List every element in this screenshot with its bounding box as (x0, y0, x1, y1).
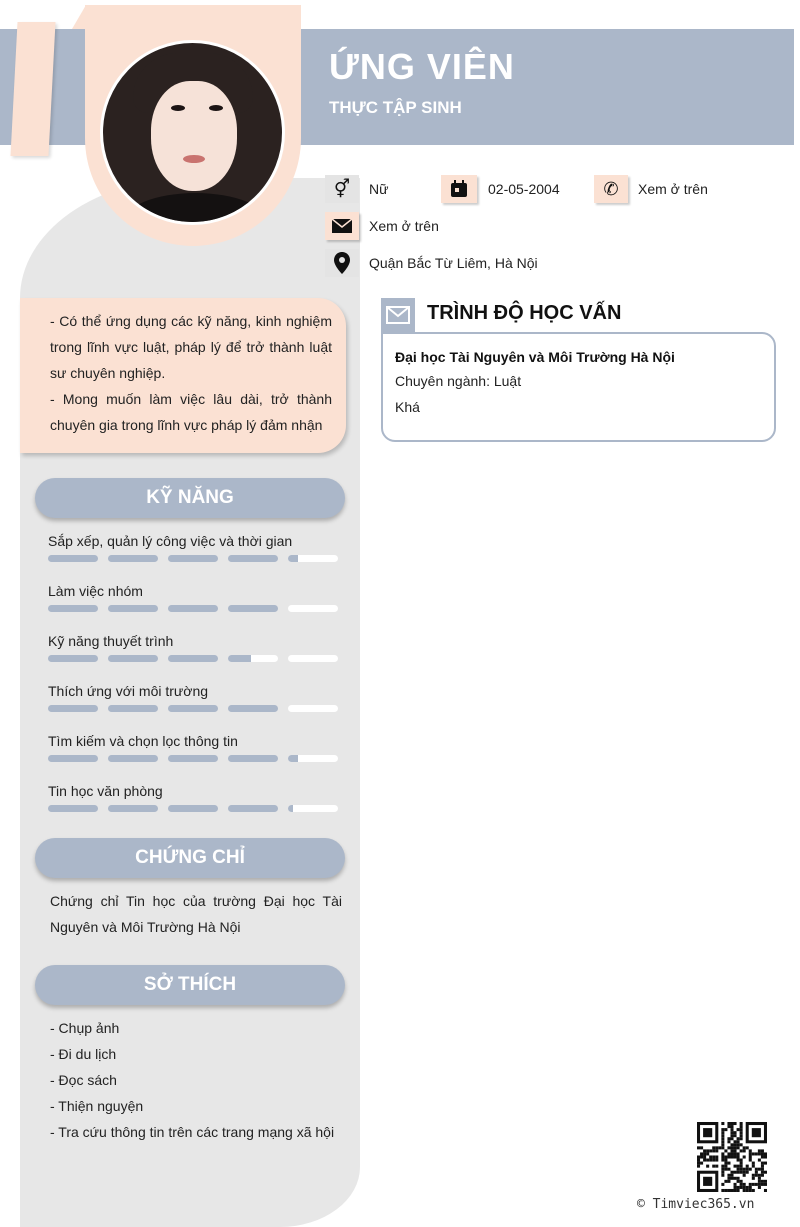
major: Chuyên ngành: Luật (395, 373, 522, 389)
objective-line: - Mong muốn làm việc lâu dài, trở thành chuyên gia trong lĩnh vực pháp lý đảm nhận (50, 391, 332, 433)
objective-line: - Có thể ứng dụng các kỹ năng, kinh nghiệm trong lĩnh vực luật, pháp lý để trở thành luật sư chuyên nghiệp. (50, 313, 332, 381)
phone-icon: ✆ (594, 175, 628, 203)
skill-bar (48, 755, 338, 762)
birthday-value: 02-05-2004 (488, 181, 560, 197)
hobbies-heading: SỞ THÍCH (35, 965, 345, 1005)
skill-bar-segment (288, 705, 338, 712)
skill-bar-segment (288, 755, 338, 762)
skill-name: Thích ứng với môi trường (48, 683, 209, 699)
skill-bar (48, 605, 338, 612)
skill-bar-segment (108, 805, 158, 812)
skill-bar-segment (228, 805, 278, 812)
skill-name: Sắp xếp, quản lý công việc và thời gian (48, 533, 293, 549)
skill-bar-segment (168, 555, 218, 562)
career-objective (20, 298, 346, 453)
skill-name: Kỹ năng thuyết trình (48, 633, 174, 649)
skill-bar-segment (108, 705, 158, 712)
gender-value: Nữ (369, 181, 389, 197)
skill-bar (48, 555, 338, 562)
certificate-text: Chứng chỉ Tin học của trường Đại học Tài Nguyên và Môi Trường Hà Nội (50, 893, 342, 935)
education-heading: TRÌNH ĐỘ HỌC VẤN (427, 302, 622, 324)
skill-bar-segment (48, 605, 98, 612)
skill-bar-segment (108, 755, 158, 762)
skill-bar-segment (48, 555, 98, 562)
hobby-item: - Đọc sách (50, 1072, 117, 1088)
skill-bar-segment (48, 655, 98, 662)
certificates-heading: CHỨNG CHỈ (35, 838, 345, 878)
candidate-name: ỨNG VIÊN (329, 46, 515, 87)
skill-bar (48, 705, 338, 712)
location-icon (325, 249, 359, 277)
calendar-icon (441, 175, 477, 203)
decorative-bar (10, 22, 55, 156)
address-value: Quận Bắc Từ Liêm, Hà Nội (369, 255, 538, 271)
email-value: Xem ở trên (369, 218, 439, 234)
skill-bar (48, 805, 338, 812)
hobby-item: - Thiện nguyện (50, 1098, 144, 1114)
hobby-item: - Đi du lịch (50, 1046, 117, 1062)
skill-bar-segment (228, 605, 278, 612)
skill-bar-segment (48, 755, 98, 762)
gender-icon: ⚥ (325, 175, 359, 203)
skill-bar-segment (48, 705, 98, 712)
skill-name: Tìm kiếm và chọn lọc thông tin (48, 733, 238, 749)
grade: Khá (395, 399, 420, 415)
skills-heading: KỸ NĂNG (35, 478, 345, 518)
skill-bar-segment (288, 605, 338, 612)
hobby-item: - Tra cứu thông tin trên các trang mạng xã hội (50, 1124, 335, 1140)
skill-bar-segment (228, 655, 278, 662)
job-title: THỰC TẬP SINH (329, 98, 462, 117)
footer-brand: © Timviec365.vn (637, 1197, 755, 1212)
avatar (100, 40, 285, 225)
skill-bar-segment (228, 555, 278, 562)
skill-bar-segment (48, 805, 98, 812)
skill-bar-segment (108, 605, 158, 612)
skill-bar-segment (168, 705, 218, 712)
skill-name: Làm việc nhóm (48, 583, 143, 599)
skill-bar (48, 655, 338, 662)
skill-bar-segment (168, 805, 218, 812)
skill-bar-segment (288, 655, 338, 662)
education-box (381, 332, 776, 442)
skill-name: Tin học văn phòng (48, 783, 163, 799)
phone-value: Xem ở trên (638, 181, 708, 197)
decorative-triangle (72, 5, 86, 29)
skill-bar-segment (168, 755, 218, 762)
education-icon (381, 298, 415, 332)
school-name: Đại học Tài Nguyên và Môi Trường Hà Nội (395, 349, 675, 365)
skill-bar-segment (168, 605, 218, 612)
qr-code-icon (697, 1122, 767, 1192)
skill-bar-segment (168, 655, 218, 662)
skill-bar-segment (288, 555, 338, 562)
skill-bar-segment (108, 655, 158, 662)
hobby-item: - Chụp ảnh (50, 1020, 120, 1036)
skill-bar-segment (108, 555, 158, 562)
skill-bar-segment (228, 705, 278, 712)
skill-bar-segment (288, 805, 338, 812)
mail-icon (325, 212, 359, 240)
skill-bar-segment (228, 755, 278, 762)
